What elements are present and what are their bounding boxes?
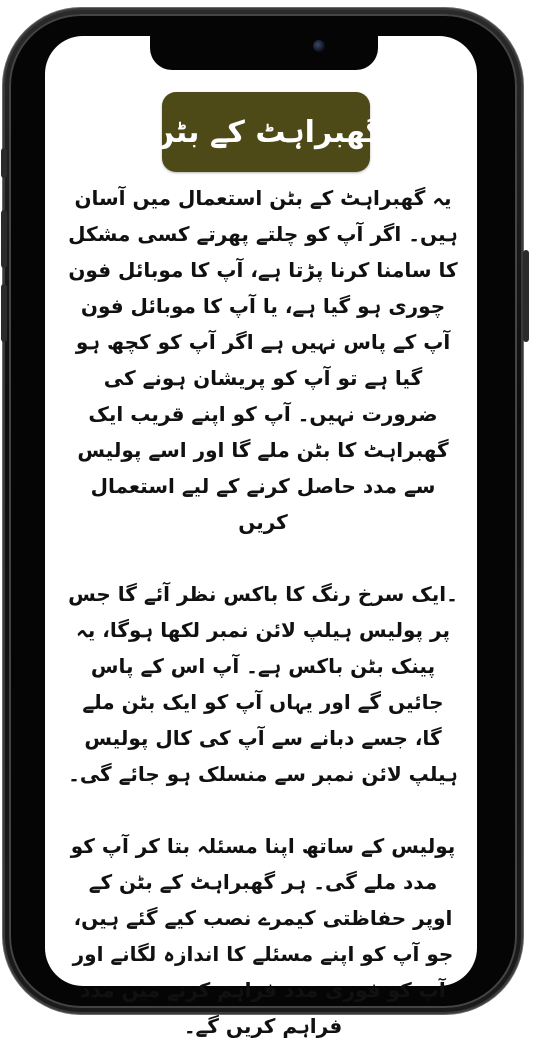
- paragraph-red-box: ۔ایک سرخ رنگ کا باکس نظر آئے گا جس پر پولیس ہیلپ لائن نمبر لکھا ہوگا، یہ پینک بٹن باکس ہے۔ آپ اس کے پاس جائیں گے اور یہاں آپ کو ایک بٹن ملے گا، جسے دبانے سے آپ کی کال پولیس ہیلپ لائن نمبر سے منسلک ہو جائے گی۔: [68, 582, 458, 786]
- page-title: گھبراہٹ کے بٹن: [148, 114, 384, 150]
- volume-down-button: [1, 284, 7, 342]
- mute-switch: [1, 148, 7, 178]
- paragraph-police-help: پولیس کے ساتھ اپنا مسئلہ بتا کر آپ کو مدد ملے گی۔ ہر گھبراہٹ کے بٹن کے اوپر حفاظتی کیمرے نصب کیے گئے ہیں، جو آپ کو اپنے مسئلے کا اندازہ لگانے اور آپ کو فوری مدد فراہم کرنے میں مدد فراہم کریں گے۔: [70, 834, 456, 1038]
- title-banner: [148, 92, 384, 172]
- camera-icon: [313, 40, 325, 52]
- article-body: [66, 180, 460, 1038]
- power-button: [523, 250, 529, 342]
- phone-notch: [150, 32, 378, 70]
- paragraph-intro: یہ گھبراہٹ کے بٹن استعمال میں آسان ہیں۔ اگر آپ کو چلتے پھرتے کسی مشکل کا سامنا کرنا پڑتا ہے، آپ کا موبائل فون چوری ہو گیا ہے، یا آپ کا موبائل فون آپ کے پاس نہیں ہے اگر آپ کو کچھ ہو گیا ہے تو آپ کو پریشان ہونے کی ضرورت نہیں۔ آپ کو اپنے قریب ایک گھبراہٹ کا بٹن ملے گا اور اسے پولیس سے مدد حاصل کرنے کے لیے استعمال کریں: [68, 186, 458, 534]
- volume-up-button: [1, 210, 7, 268]
